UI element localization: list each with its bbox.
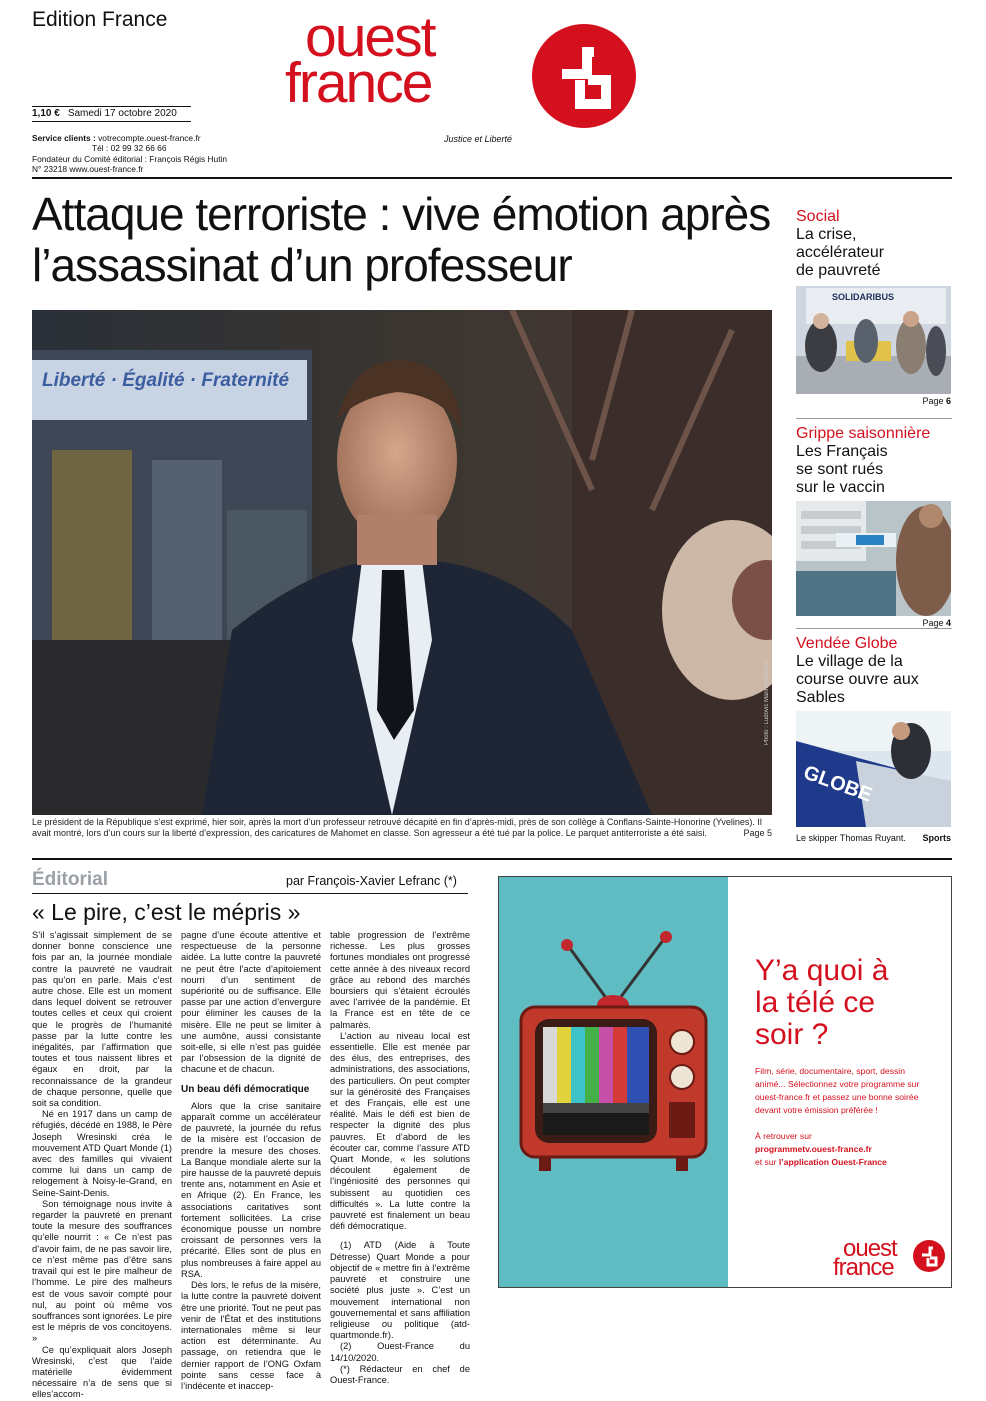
teaser-page[interactable]: Sports [922, 833, 951, 843]
editorial-title[interactable]: « Le pire, c’est le mépris » [32, 899, 301, 925]
service-info [32, 133, 227, 175]
main-photo-caption [32, 817, 772, 839]
service-phone: Tél : 02 99 32 66 66 [92, 143, 167, 154]
caption-page-ref[interactable]: Page 5 [743, 828, 772, 838]
teaser-page: Page 6 [922, 396, 951, 406]
masthead-divider [32, 177, 952, 179]
teaser-title: Les Français se sont rués sur le vaccin [796, 443, 888, 496]
service-url[interactable]: votrecompte.ouest-france.fr [98, 133, 201, 143]
ad-app[interactable]: l’application Ouest-France [778, 1157, 887, 1167]
teaser-vendee-globe[interactable] [796, 635, 956, 843]
issue-date: Samedi 17 octobre 2020 [67, 108, 177, 119]
ad-links [755, 1130, 945, 1169]
paragraph: Né en 1917 dans un camp de réfugiés, décédé en 1988, le Père Joseph Wresinski créa le mouvement ATD Quart Monde (1) avec des familles qui vivaient comme lui dans un camp de relogement à Noisy-le-Grand, en Seine-Saint-Denis. [32, 1109, 172, 1198]
sidebar-divider [796, 418, 952, 419]
ad-logo-line-2: france [833, 1254, 894, 1281]
teaser-photo-sign: SOLIDARIBUS [832, 292, 895, 302]
paragraph: table progression de l’extrême richesse. Les plus grosses fortunes mondiales ont progressé cette année à des niveaux record grâce au rebond des marchés boursiers qui s’étaient écroulés avec l’arrivée de la pandémie. Et la France est en tête de ce palmarès. [330, 930, 470, 1030]
issue-number: N° 23218 www.ouest-france.fr [32, 164, 144, 175]
teaser-page: Page 4 [922, 618, 951, 628]
teaser-title: La crise, accélérateur de pauvreté [796, 226, 885, 279]
teaser-photo[interactable] [796, 501, 951, 616]
teaser-social[interactable] [796, 208, 956, 406]
price-date-row [32, 106, 191, 122]
ad-title: Y’a quoi à la télé ce soir ? [755, 954, 889, 1051]
logo-mark-icon [532, 24, 636, 128]
ad-retrouver-label: À retrouver sur [755, 1131, 812, 1141]
teaser-page-num: 6 [945, 396, 951, 406]
edition-label: Edition France [32, 8, 168, 31]
teaser-page-num: 4 [945, 618, 951, 628]
footnote: (1) ATD (Aide à Toute Détresse) Quart Monde a pour objectif de « mettre fin à l’extrême pauvreté et construire une société plus juste ». C’est un mouvement international non gouvernemental et sans affiliation religieuse ou politique (atd-quartmonde.fr). [330, 1240, 470, 1341]
teaser-footer [796, 833, 951, 843]
ad-logo-mark-icon [913, 1240, 945, 1272]
editorial-byline: par François-Xavier Lefranc (*) [286, 874, 457, 888]
teaser-photo-text: GLOBE [800, 761, 875, 807]
teaser-photo[interactable] [796, 711, 951, 827]
footnote: (*) Rédacteur en chef de Ouest-France. [330, 1363, 470, 1385]
sidebar-divider [796, 628, 952, 629]
teaser-photo[interactable] [796, 286, 951, 394]
logo-line-1: ouest [305, 5, 435, 69]
ad-logo-line-1: ouest [843, 1235, 897, 1262]
teaser-caption: Le skipper Thomas Ruyant. [796, 833, 906, 843]
ad-logo [833, 1235, 897, 1281]
ad-body: Film, série, documentaire, sport, dessin animé... Sélectionnez votre programme sur ouest-france.fr et passez une bonne soirée devant votre émission préférée ! [755, 1066, 920, 1115]
paragraph: L’action au niveau local est essentielle. Elle est menée par des élus, des entreprises, des administrations, des associations, des particuliers. On peut compter sur la générosité des Françaises et des Français, elle est une réalité. Mais le défi est bien de respecter la dignité des plus pauvres. Et d’abord de les écouter car, comme l’assure ATD Quart Monde, « les solutions découlent également de l’ingéniosité des personnes qui subissent au quotidien ces difficultés ». La lutte contre la pauvreté est finalement un beau défi démocratique. [330, 1030, 470, 1232]
ad-text-panel [728, 877, 952, 1287]
editorial-subhead: Un beau défi démocratique [181, 1083, 310, 1095]
editorial-column-1 [32, 930, 172, 1401]
paragraph: S’il s’agissait simplement de se donner bonne conscience une fois par an, la journée mondiale contre la pauvreté ne vaudrait pas qu’on en parle. Mais c’est autre chose. Elle est un moment dans lequel doivent se retrouver toutes celles et ceux qui croient que le progrès de l’humanité passe par la lutte contre les inégalités, par l’affirmation que toutes et tous naissent libres et égaux en droit, par la reconnaissance de la grandeur de chaque personne, quelle que soit sa condition. [32, 930, 172, 1109]
ad-url[interactable]: programmetv.ouest-france.fr [755, 1144, 872, 1154]
ad-app-prefix: et sur [755, 1157, 777, 1167]
logo-line-2: france [285, 51, 432, 115]
teaser-label: Grippe saisonnière [796, 425, 931, 442]
founder-line: Fondateur du Comité éditorial : François Régis Hutin [32, 153, 228, 164]
main-photo[interactable] [32, 310, 772, 815]
footnote: (2) Ouest-France du 14/10/2020. [330, 1341, 470, 1363]
price: 1,10 € [32, 108, 60, 119]
newspaper-logo[interactable] [285, 5, 535, 115]
paragraph: Dès lors, le refus de la misère, la lutte contre la pauvreté doivent être une priorité. Tout ne peut pas venir de l’État et des institutions internationales même si leur action est déterminante. Au passage, on retiendra que le dernier rapport de l’ONG Oxfam pointe sans cesse face à l’indécente et inaccep- [181, 1280, 321, 1391]
paragraph: Ce qu’expliquait alors Joseph Wresinski, c’est que l’aide matérielle évidemment nécessaire n’a de sens que si elles’accom- [32, 1344, 172, 1400]
paragraph: pagne d’une écoute attentive et respectueuse de la personne aidée. La lutte contre la pauvreté ne peut être l’acte d’apitoiement nourri d’un sentiment de supériorité ou de suffisance. Elle passe par une action d’envergure pour éliminer les causes de la misère. Elle ne peut se limiter à une aumône, aussi consistante soit-elle, si elle n’est pas guidée par l’obsession de la dignité de chacune et de chacun. [181, 930, 321, 1075]
teaser-label: Vendée Globe [796, 635, 898, 652]
editorial-label: Éditorial [32, 869, 109, 890]
teaser-title: Le village de la course ouvre aux Sables [796, 653, 919, 706]
editorial-column-3 [330, 930, 470, 1386]
retro-tv-icon [499, 877, 728, 1287]
editorial-column-2 [181, 930, 321, 1392]
teaser-grippe[interactable] [796, 425, 956, 628]
editorial-divider [32, 893, 468, 894]
photo-credit: Photo : Ludovic Marin/Pool/AFP [764, 659, 770, 745]
paragraph: Son témoignage nous invite à regarder la pauvreté en prenant toute la mesure des souffrances qu’elle nourrit : « Ce n’est pas d’avoir faim, de ne pas savoir lire, ce n’est même pas d’être sans travail qui est le pire malheur de l’homme. Le pire des malheurs est de vous savoir compté pour nul, au point où même vos souffrances sont ignorées. Le pire est le mépris de vos concitoyens. » [32, 1198, 172, 1344]
caption-text: Le président de la République s’est exprimé, hier soir, après la mort d’un professeur retrouvé décapité en fin d’après-midi, près de son collège à Conflans-Sainte-Honorine (Yvelines). Il avait montré, lors d’un cours sur la liberté d’expression, des caricatures de Mahomet en classe. Son agresseur a été tué par la police. Le parquet antiterroriste a été saisi. [32, 817, 762, 838]
motto: Justice et Liberté [444, 134, 513, 144]
tv-program-ad[interactable] [498, 876, 952, 1288]
service-label: Service clients : [32, 133, 96, 143]
sign-text: Liberté · Égalité · Fraternité [42, 370, 290, 391]
fold-divider [32, 858, 952, 860]
ad-illustration [499, 877, 728, 1287]
paragraph: Alors que la crise sanitaire apparaît comme un accélérateur de pauvreté, la journée du refus de la misère est l’occasion de prendre la mesure des choses. La Banque mondiale alerte sur la pire hausse de la pauvreté depuis trente ans, notamment en Asie et en Afrique (2). En France, les associations caritatives sont fortement sollicitées. La crise économique pousse un nombre croissant de personnes vers la précarité. Elles sont de plus en plus nombreuses à faire appel au RSA. [181, 1100, 321, 1279]
teaser-label: Social [796, 208, 840, 225]
main-headline[interactable]: Attaque terroriste : vive émotion après l’assassinat d’un professeur [32, 188, 771, 291]
